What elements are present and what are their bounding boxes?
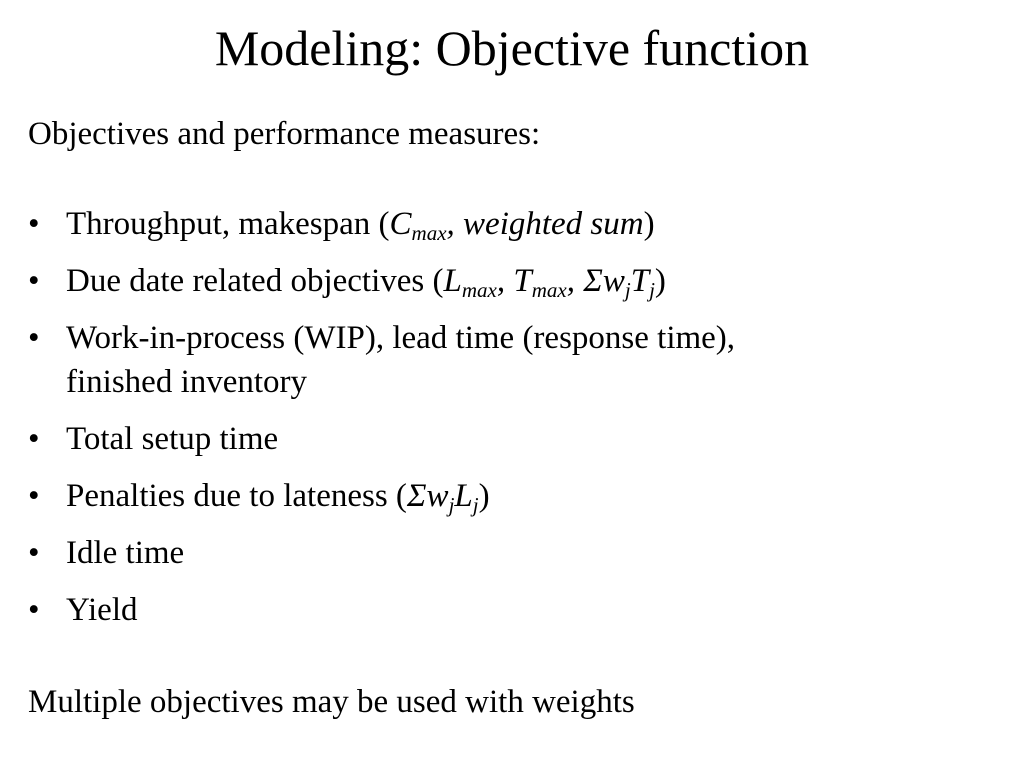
bullet-text: Idle time bbox=[66, 535, 185, 571]
bullet-idle-time bbox=[28, 531, 988, 575]
math-subscript: j bbox=[472, 493, 479, 517]
math-variable: w bbox=[602, 263, 625, 299]
math-term: weighted sum bbox=[463, 206, 644, 242]
math-subscript: max bbox=[531, 278, 567, 302]
math-subscript: max bbox=[461, 278, 497, 302]
closing-text: Multiple objectives may be used with weights bbox=[28, 684, 635, 720]
math-subscript: j bbox=[624, 278, 631, 302]
separator: , bbox=[446, 206, 464, 242]
bullet-marker: • bbox=[28, 592, 40, 628]
separator: , bbox=[566, 263, 584, 299]
bullet-list bbox=[28, 202, 988, 645]
bullet-marker: • bbox=[28, 535, 40, 571]
paren-close: ) bbox=[643, 206, 655, 242]
bullet-text-line-1: Work-in-process (WIP), lead time (response time), bbox=[66, 320, 736, 356]
bullet-due-date bbox=[28, 259, 988, 303]
separator: , bbox=[496, 263, 514, 299]
math-subscript: max bbox=[411, 221, 447, 245]
math-subscript: j bbox=[649, 278, 655, 302]
math-variable: C bbox=[389, 206, 412, 242]
bullet-marker: • bbox=[28, 263, 40, 299]
bullet-marker: • bbox=[28, 206, 40, 242]
math-variable: T bbox=[630, 263, 650, 299]
paren-close: ) bbox=[478, 478, 490, 514]
math-variable: L bbox=[454, 478, 473, 514]
bullet-setup-time bbox=[28, 417, 988, 461]
sigma-symbol: Σ bbox=[406, 478, 427, 514]
math-subscript: j bbox=[448, 493, 455, 517]
bullet-penalties bbox=[28, 474, 988, 518]
intro-text: Objectives and performance measures: bbox=[28, 116, 541, 152]
slide-title: Modeling: Objective function bbox=[214, 20, 810, 76]
sigma-symbol: Σ bbox=[583, 263, 603, 299]
bullet-marker: • bbox=[28, 478, 40, 514]
bullet-text: Yield bbox=[66, 592, 138, 628]
bullet-marker: • bbox=[28, 421, 40, 457]
math-variable: w bbox=[426, 478, 449, 514]
bullet-text: Throughput, makespan ( bbox=[66, 206, 390, 242]
bullet-text: Due date related objectives ( bbox=[66, 263, 444, 299]
math-variable: L bbox=[443, 263, 462, 299]
math-variable: T bbox=[513, 263, 532, 299]
bullet-yield bbox=[28, 588, 988, 632]
bullet-text-line-2: finished inventory bbox=[66, 364, 308, 400]
bullet-text: Total setup time bbox=[66, 421, 279, 457]
bullet-marker: • bbox=[28, 320, 40, 356]
bullet-throughput bbox=[28, 202, 988, 246]
paren-close: ) bbox=[654, 263, 666, 299]
bullet-wip bbox=[28, 316, 988, 404]
bullet-text: Penalties due to lateness ( bbox=[66, 478, 407, 514]
